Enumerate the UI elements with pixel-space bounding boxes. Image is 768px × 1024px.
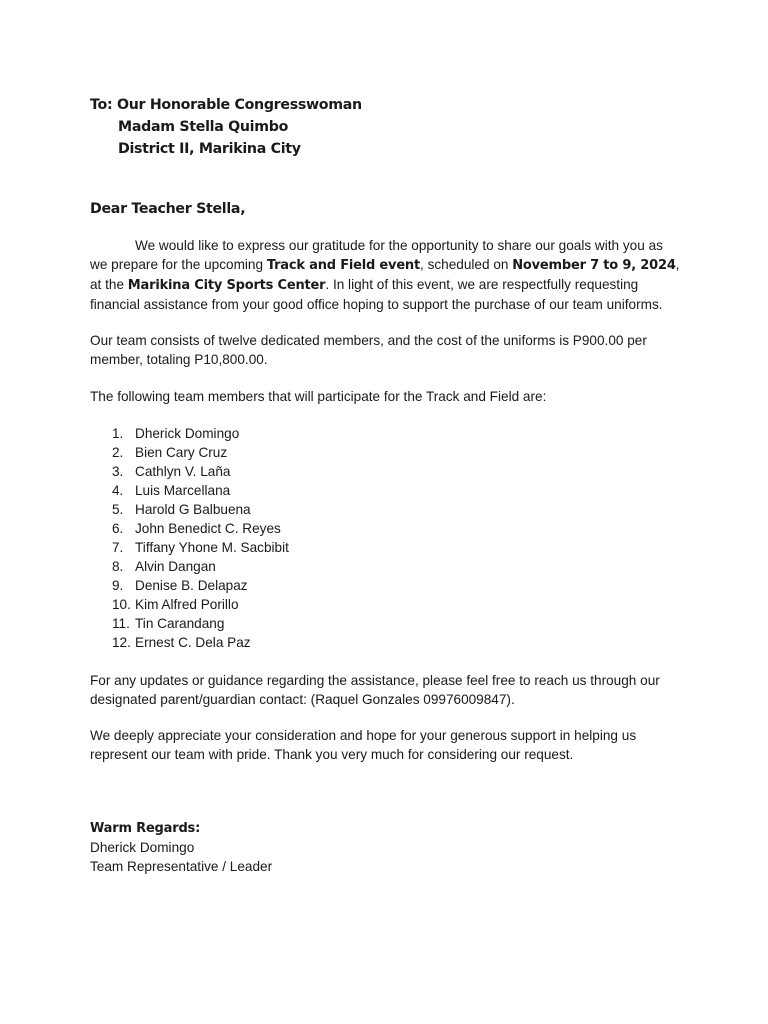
list-item-name: Tiffany Yhone M. Sacbibit <box>135 540 289 555</box>
list-item <box>90 443 289 462</box>
list-item-number: 2. <box>112 445 124 460</box>
list-item-number: 1. <box>112 426 124 441</box>
list-item-number: 7. <box>112 540 124 555</box>
list-item-number: 8. <box>112 559 124 574</box>
list-item-name: Bien Cary Cruz <box>135 445 228 460</box>
paragraph-members-intro: The following team members that will participate for the Track and Field are: <box>90 389 547 404</box>
list-item-name: Harold G Balbuena <box>135 502 251 517</box>
paragraph-appreciation: We deeply appreciate your consideration and hope for your generous support in helping us represent our team with pride. Thank you very much for considering our request. <box>90 728 637 762</box>
recipient-address <box>90 94 680 160</box>
signer-title: Team Representative / Leader <box>90 859 273 874</box>
list-item <box>90 614 289 633</box>
address-line-2: Madam Stella Quimbo <box>118 119 289 135</box>
list-item-name: Dherick Domingo <box>135 426 240 441</box>
event-venue: Marikina City Sports Center <box>127 278 326 293</box>
list-item-number: 10. <box>112 597 131 612</box>
list-item-name: Tin Carandang <box>135 616 225 631</box>
list-item <box>90 424 289 443</box>
list-item <box>90 462 289 481</box>
event-name: Track and Field event <box>266 258 421 273</box>
list-item-number: 9. <box>112 578 124 593</box>
list-item-name: Denise B. Delapaz <box>135 578 248 593</box>
list-item-number: 6. <box>112 521 124 536</box>
list-item <box>90 500 289 519</box>
event-dates: November 7 to 9, 2024 <box>512 258 676 273</box>
list-item-name: Luis Marcellana <box>135 483 231 498</box>
paragraph-cost: Our team consists of twelve dedicated members, and the cost of the uniforms is P900.00 per member, totaling P10,800.00. <box>90 333 647 367</box>
list-item <box>90 481 289 500</box>
list-item-name: Kim Alfred Porillo <box>135 597 239 612</box>
list-item-number: 5. <box>112 502 124 517</box>
list-item-number: 12. <box>112 635 131 650</box>
list-item <box>90 576 289 595</box>
closing-block <box>90 819 680 876</box>
list-item-number: 3. <box>112 464 124 479</box>
signer-name: Dherick Domingo <box>90 840 195 855</box>
list-item-number: 11. <box>112 616 130 631</box>
list-item <box>90 633 289 652</box>
members-list <box>90 424 289 652</box>
list-item-name: Alvin Dangan <box>135 559 216 574</box>
address-line-3: District II, Marikina City <box>118 141 301 157</box>
list-item-name: Ernest C. Dela Paz <box>135 635 251 650</box>
list-item <box>90 538 289 557</box>
address-line-1: To: Our Honorable Congresswoman <box>90 97 362 113</box>
list-item <box>90 519 289 538</box>
paragraph-contact: For any updates or guidance regarding the assistance, please feel free to reach us through our designated parent/guardian contact: (Raquel Gonzales 09976009847). <box>90 673 660 707</box>
closing-regards: Warm Regards: <box>90 821 201 836</box>
list-item-name: Cathlyn V. Laña <box>135 464 231 479</box>
list-item <box>90 595 289 614</box>
list-item-number: 4. <box>112 483 124 498</box>
paragraph-intro: We would like to express our gratitude for the opportunity to share our goals with you as we prepare for the upcoming Track and Field event, scheduled on November 7 to 9, 2024, at the Marikina City Sports Center. In light of this event, we are respectfully requesting financial assistance from your good office hoping to support the purchase of our team uniforms. <box>90 238 680 312</box>
list-item <box>90 557 289 576</box>
list-item-name: John Benedict C. Reyes <box>135 521 281 536</box>
salutation: Dear Teacher Stella, <box>90 201 246 217</box>
